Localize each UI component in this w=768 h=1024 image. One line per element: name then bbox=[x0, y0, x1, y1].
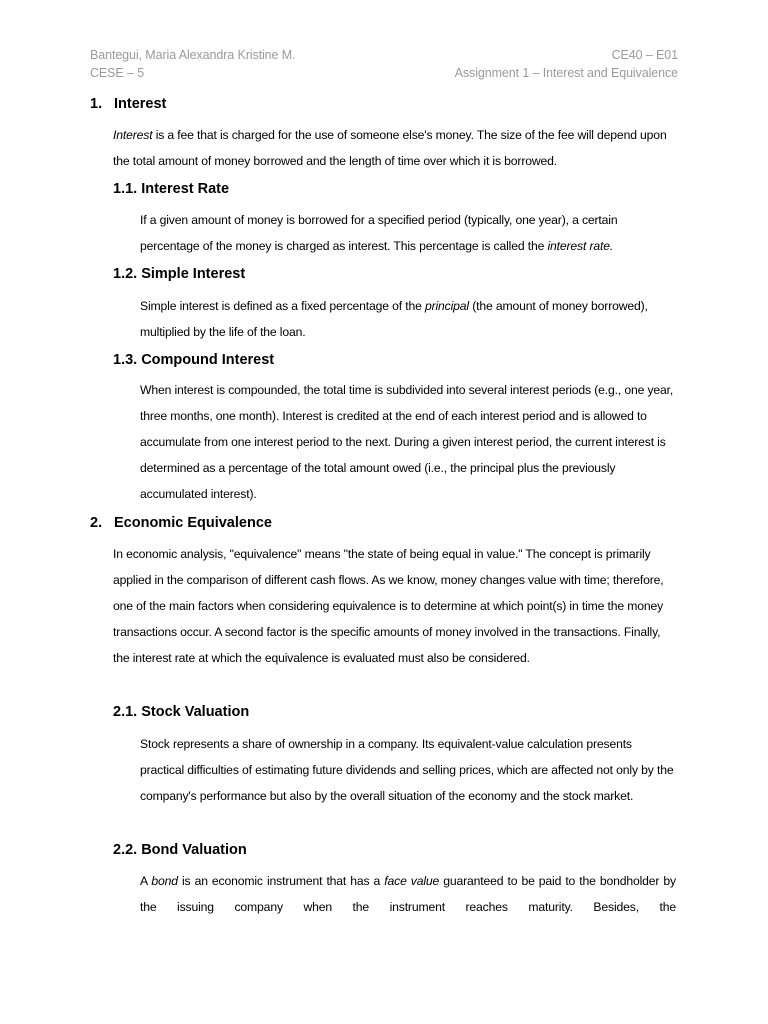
paragraph-text-end: (the amount of money borrowed), multiplied by the life of the loan. bbox=[140, 299, 648, 339]
heading-number: 1. bbox=[90, 96, 103, 112]
header-assignment: Assignment 1 – Interest and Equivalence bbox=[454, 66, 678, 80]
paragraph-text: A bbox=[140, 874, 152, 888]
paragraph-text-mid: is an economic instrument that has a bbox=[177, 874, 385, 888]
term-interest: Interest bbox=[113, 128, 153, 142]
heading-bond-valuation: 2.2. Bond Valuation bbox=[113, 842, 247, 858]
term-face-value: face value bbox=[384, 874, 440, 888]
heading-interest-rate: 1.1. Interest Rate bbox=[113, 181, 230, 197]
heading-interest bbox=[90, 96, 166, 112]
header-section: CESE – 5 bbox=[90, 66, 145, 80]
paragraph-text: Simple interest is defined as a fixed percentage of the bbox=[140, 299, 425, 313]
term-interest-rate: interest rate. bbox=[547, 239, 614, 253]
term-principal: principal bbox=[424, 299, 469, 313]
paragraph-economic-equivalence: In economic analysis, "equivalence" means "the state of being equal in value." The concept is primarily applied in the comparison of different cash flows. As we know, money changes value with time; therefore, one of the main factors when considering equivalence is to determine at which point(s) in time the money transactions occur. A second factor is the specific amounts of money involved in the transactions. Finally, the interest rate at which the equivalence is evaluated must also be considered. bbox=[113, 547, 664, 665]
header-course-code: CE40 – E01 bbox=[611, 48, 678, 62]
heading-title: Interest bbox=[114, 96, 167, 112]
heading-compound-interest: 1.3. Compound Interest bbox=[113, 352, 275, 368]
paragraph-interest bbox=[113, 122, 676, 174]
heading-economic-equivalence bbox=[90, 515, 272, 531]
header-author: Bantegui, Maria Alexandra Kristine M. bbox=[90, 48, 296, 62]
heading-simple-interest: 1.2. Simple Interest bbox=[113, 266, 246, 282]
paragraph-interest-rate bbox=[140, 207, 676, 259]
paragraph-text-end: guaranteed to be paid to the bondholder by the issuing company when the instrument reaches maturity. Besides, the bbox=[140, 874, 676, 914]
heading-number: 2. bbox=[90, 515, 103, 531]
paragraph-text: If a given amount of money is borrowed for a specified period (typically, one year), a certain percentage of the money is charged as interest. This percentage is called the bbox=[140, 213, 618, 253]
heading-title: Economic Equivalence bbox=[114, 515, 272, 531]
paragraph-simple-interest bbox=[140, 293, 676, 345]
paragraph-stock-valuation: Stock represents a share of ownership in a company. Its equivalent-value calculation presents practical difficulties of estimating future dividends and selling prices, which are affected not only by the company's performance but also by the overall situation of the economy and the stock market. bbox=[140, 737, 674, 803]
paragraph-compound-interest: When interest is compounded, the total time is subdivided into several interest periods (e.g., one year, three months, one month). Interest is credited at the end of each interest period and is allowed to accumulate from one interest period to the next. During a given interest period, the current interest is determined as a percentage of the total amount owed (i.e., the principal plus the previously accumulated interest). bbox=[140, 383, 674, 501]
term-bond: bond bbox=[151, 874, 178, 888]
paragraph-text: is a fee that is charged for the use of someone else's money. The size of the fee will depend upon the total amount of money borrowed and the length of time over which it is borrowed. bbox=[113, 128, 667, 168]
paragraph-bond-valuation bbox=[140, 868, 676, 920]
heading-stock-valuation: 2.1. Stock Valuation bbox=[113, 704, 250, 720]
